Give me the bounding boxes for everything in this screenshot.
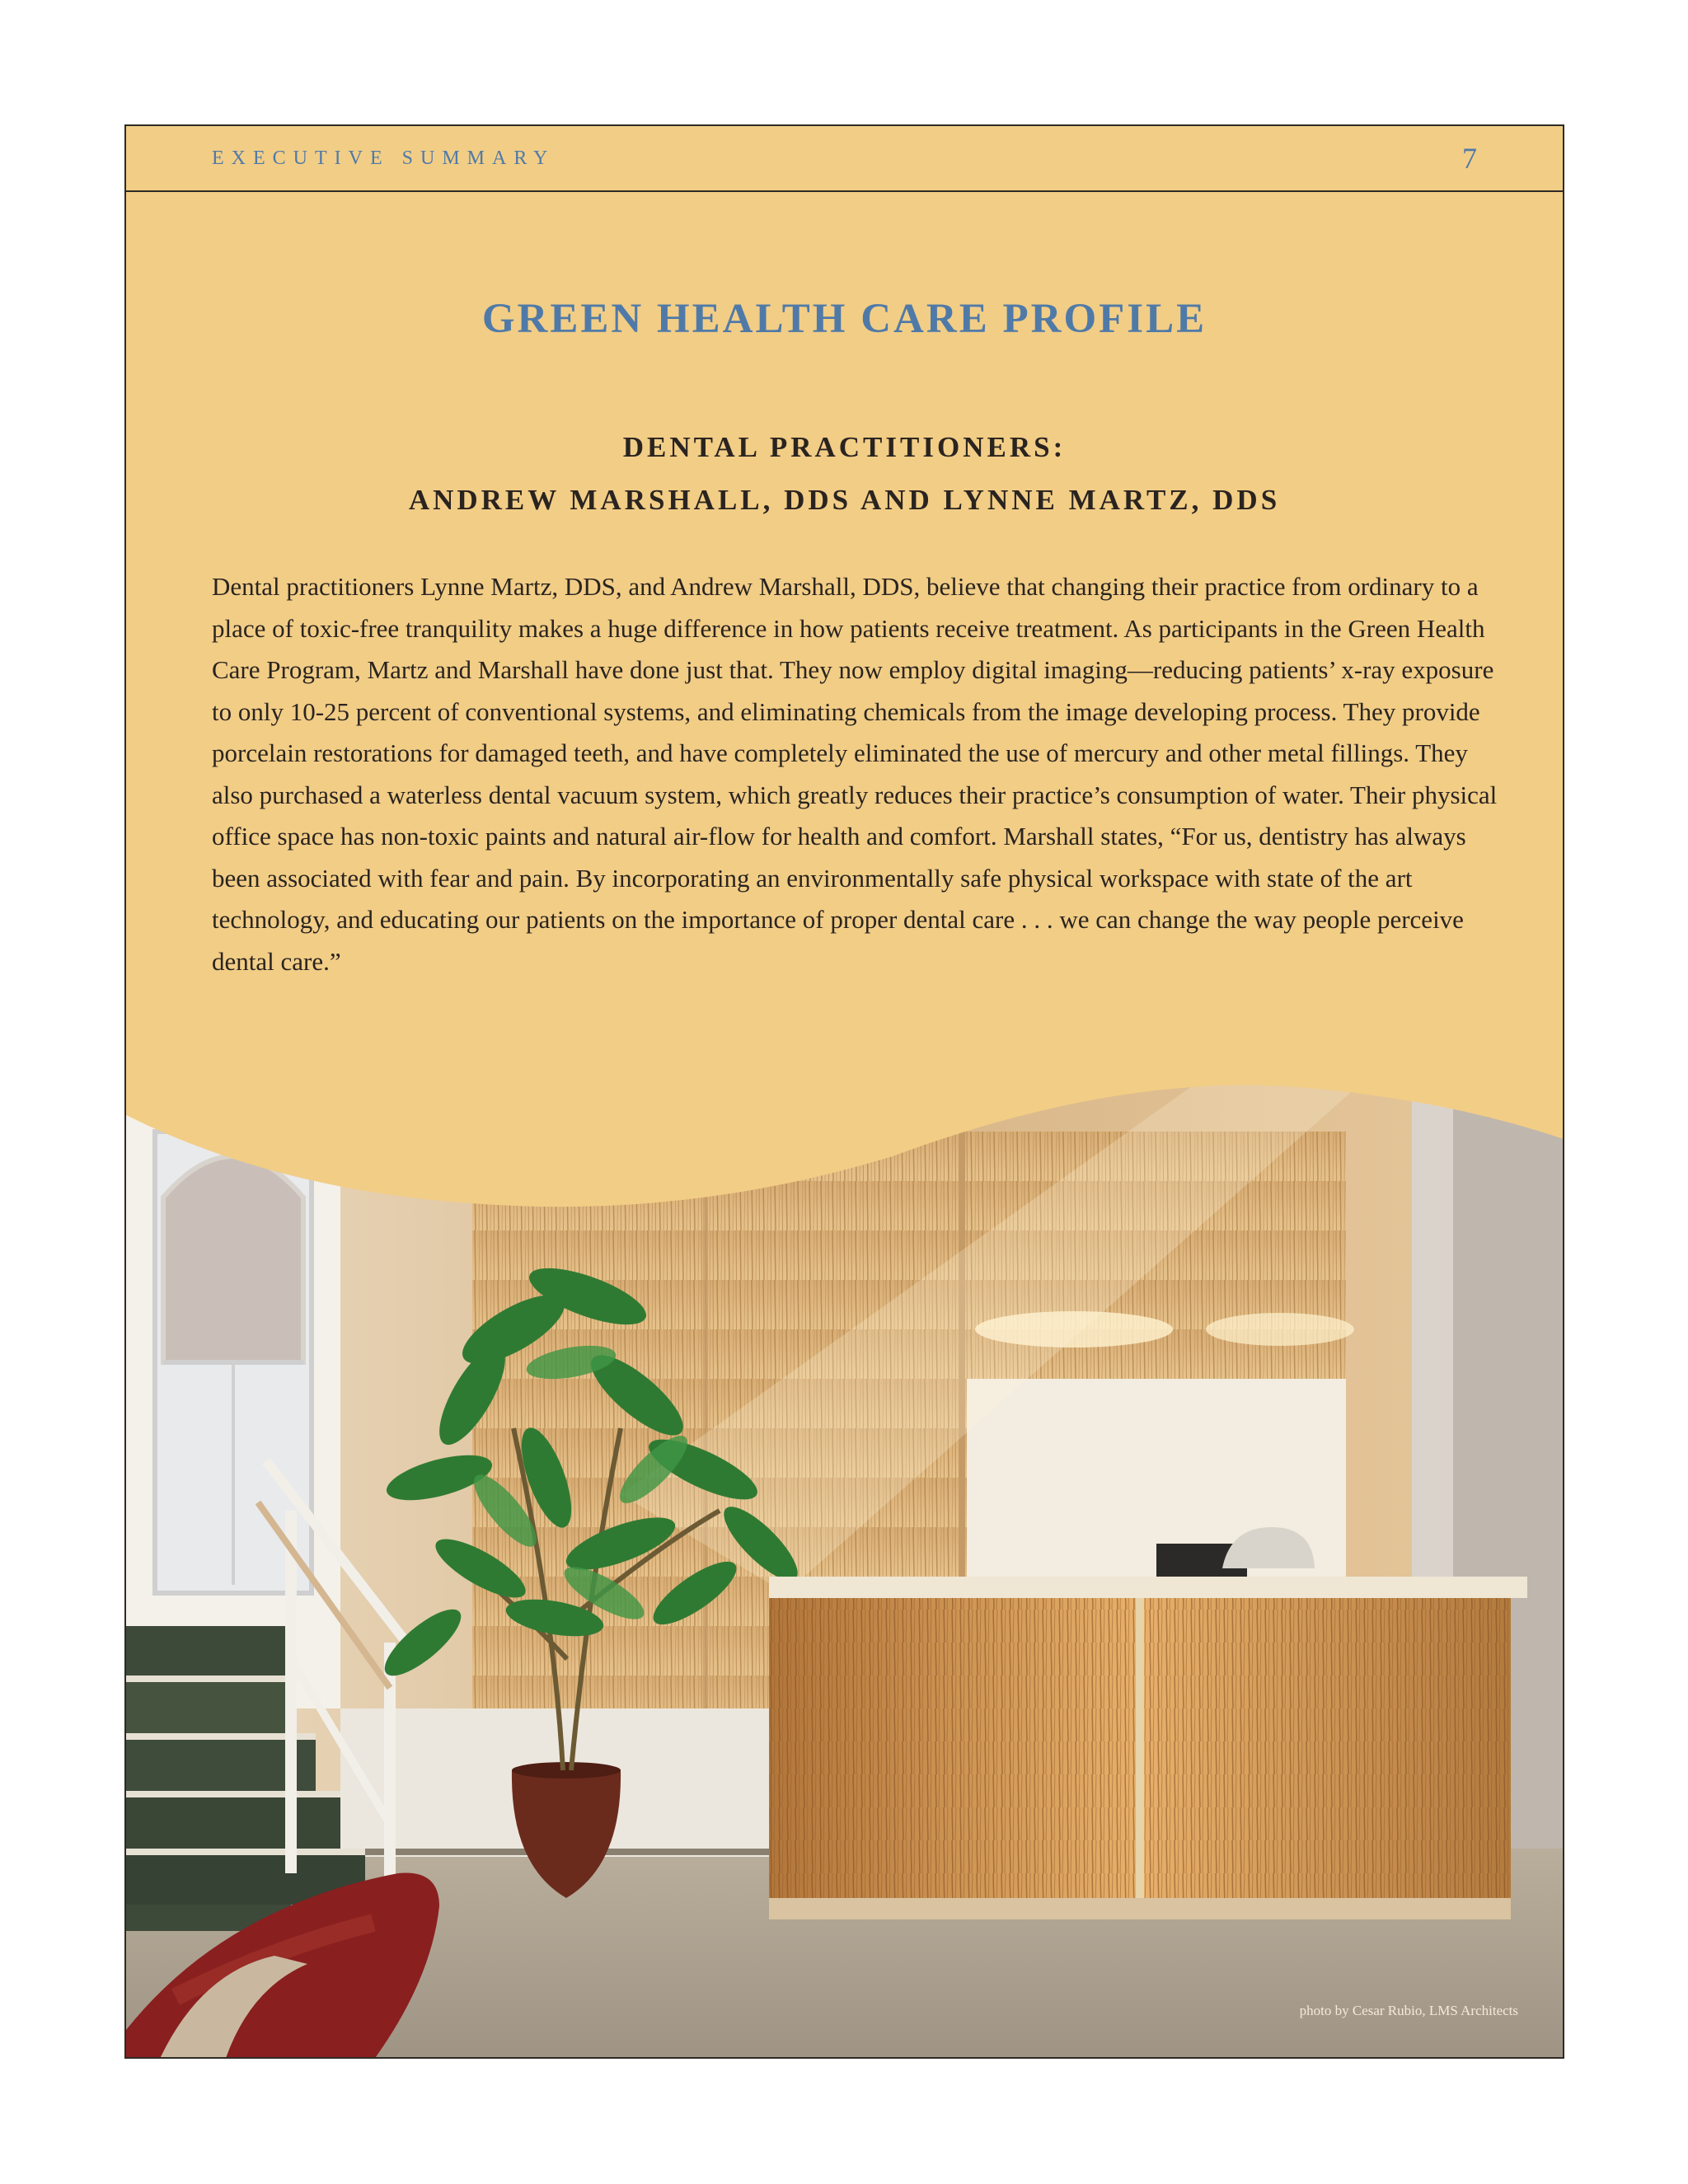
dental-office-photo [126,1082,1564,2059]
subtitle-line-2: ANDREW MARSHALL, DDS AND LYNNE MARTZ, DDS [408,484,1281,516]
page-frame [124,124,1564,2059]
dental-office-photo-illustration [126,1082,1564,2059]
page-number: 7 [1462,142,1477,175]
subtitle-line-1: DENTAL PRACTITIONERS: [622,431,1067,463]
header-bar [126,126,1563,192]
profile-body-text: Dental practitioners Lynne Martz, DDS, and Andrew Marshall, DDS, believe that changing their practice from ordinary to a place of toxic-free tranquility makes a huge difference in how patients receive treatment. As participants in the Green Health Care Program, Martz and Marshall have done just that. They now employ digital imaging—reducing patients’ x-ray exposure to only 10-25 percent of conventional systems, and eliminating chemicals from the image developing process. They provide porcelain restorations for damaged teeth, and have completely eliminated the use of mercury and other metal fillings. They also purchased a waterless dental vacuum system, which greatly reduces their practice’s consumption of water. Their physical office space has non-toxic paints and natural air-flow for health and comfort. Marshall states, “For us, dentistry has always been associated with fear and pain. By incorporating an environmentally safe physical workspace with state of the art technology, and educating our patients on the importance of proper dental care . . . we can change the way people perceive dental care.” [212,572,1498,976]
section-label: EXECUTIVE SUMMARY [212,148,556,169]
photo-credit: photo by Cesar Rubio, LMS Architects [1299,2003,1518,2018]
profile-title: GREEN HEALTH CARE PROFILE [481,296,1207,342]
